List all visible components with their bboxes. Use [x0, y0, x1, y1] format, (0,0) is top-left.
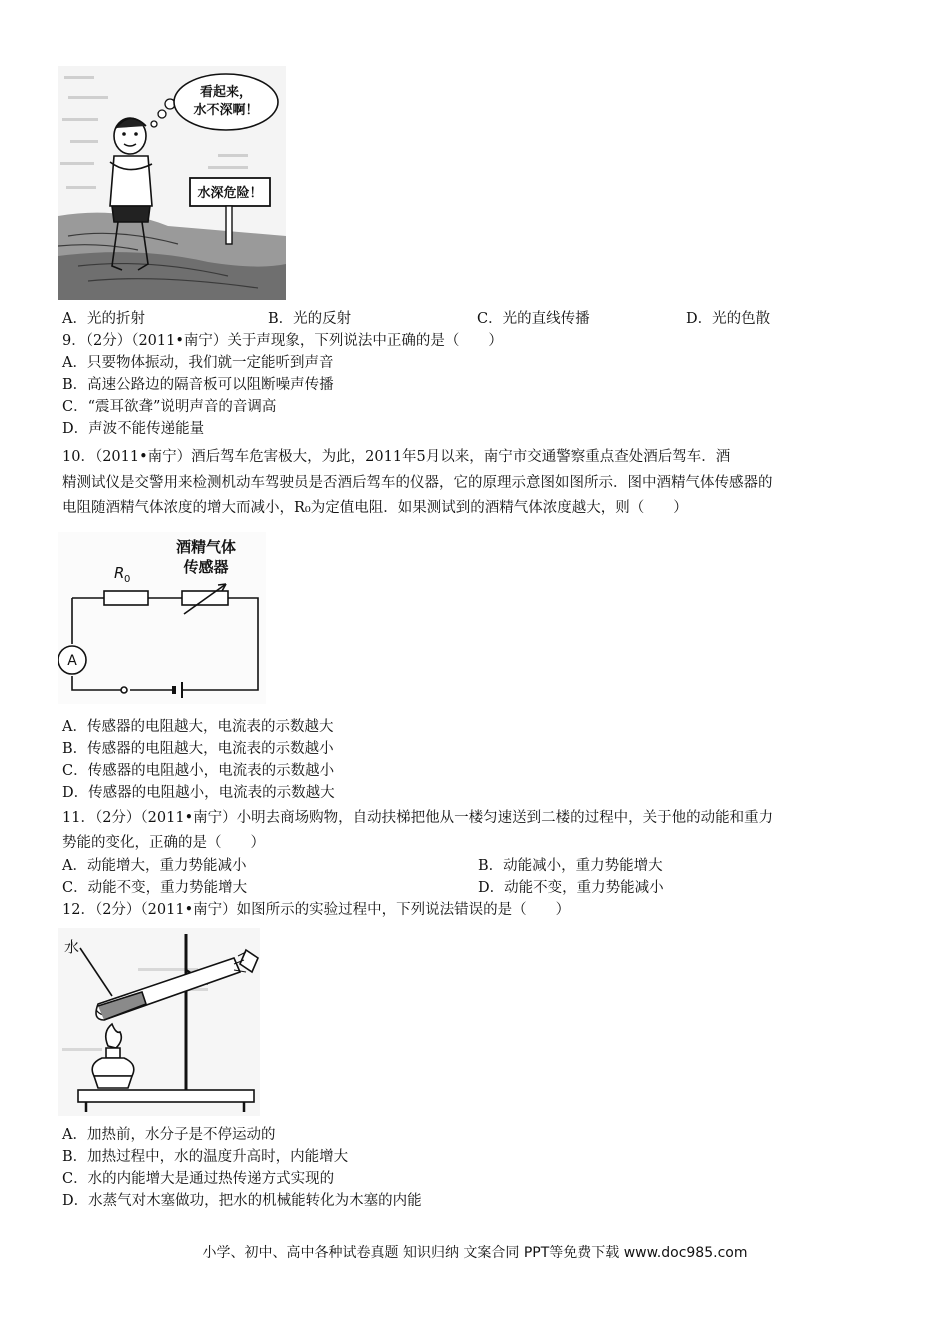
q9-option-b[interactable]: B．高速公路边的隔音板可以阻断噪声传播	[62, 377, 334, 393]
q10-option-a[interactable]: A．传感器的电阻越大，电流表的示数越大	[62, 719, 334, 735]
bather-figure	[58, 66, 286, 300]
q9-stem: 9．（2分）（2011•南宁）关于声现象，下列说法中正确的是（ ）	[62, 333, 503, 349]
q10-stem-line-1: 10．（2011•南宁）酒后驾车危害极大，为此，2011年5月以来，南宁市交通警察重点查处酒后驾车．酒	[62, 449, 731, 465]
q11-option-c[interactable]: C．动能不变，重力势能增大	[62, 880, 248, 896]
sensor-label-2: 传感器	[183, 558, 229, 576]
q12-option-a[interactable]: A．加热前，水分子是不停运动的	[62, 1127, 276, 1143]
q12-option-b[interactable]: B．加热过程中，水的温度升高时，内能增大	[62, 1149, 349, 1165]
q12-option-c[interactable]: C．水的内能增大是通过热传递方式实现的	[62, 1171, 335, 1187]
q11-option-a[interactable]: A．动能增大，重力势能减小	[62, 858, 247, 874]
footer-text: 小学、初中、高中各种试卷真题 知识归纳 文案合同 PPT等免费下载 www.doc985.com	[202, 1245, 748, 1261]
resistor-subscript: 0	[124, 574, 131, 585]
q8-option-c[interactable]: C．光的直线传播	[477, 311, 590, 327]
water-label: 水	[64, 938, 80, 956]
resistor-label: R	[114, 564, 125, 582]
q11-option-b[interactable]: B．动能减小，重力势能增大	[478, 858, 663, 874]
q9-option-d[interactable]: D．声波不能传递能量	[62, 421, 205, 437]
q8-option-a[interactable]: A．光的折射	[62, 311, 145, 327]
q10-stem-line-3: 电阻随酒精气体浓度的增大而减小，R₀为定值电阻．如果测试到的酒精气体浓度越大，则（ ）	[62, 500, 688, 516]
bubble-text-1: 看起来，	[199, 85, 253, 100]
q9-option-c[interactable]: C．“震耳欲聋”说明声音的音调高	[62, 399, 277, 415]
circuit-diagram	[58, 532, 266, 704]
test-tube-figure	[58, 928, 260, 1116]
sensor-label-1: 酒精气体	[175, 538, 237, 556]
q11-stem-line-2: 势能的变化，正确的是（ ）	[62, 835, 265, 851]
q10-option-c[interactable]: C．传感器的电阻越小，电流表的示数越小	[62, 763, 335, 779]
q11-option-d[interactable]: D．动能不变，重力势能减小	[478, 880, 664, 896]
q10-option-b[interactable]: B．传感器的电阻越大，电流表的示数越小	[62, 741, 334, 757]
q8-option-b[interactable]: B．光的反射	[268, 311, 352, 327]
q11-stem-line-1: 11．（2分）（2011•南宁）小明去商场购物，自动扶梯把他从一楼匀速送到二楼的过程中，关于他的动能和重力	[62, 810, 774, 826]
q10-stem-line-2: 精测试仪是交警用来检测机动车驾驶员是否酒后驾车的仪器，它的原理示意图如图所示．图中酒精气体传感器的	[62, 475, 773, 491]
ammeter-label: A	[67, 653, 77, 669]
q8-option-d[interactable]: D．光的色散	[686, 311, 771, 327]
q12-option-d[interactable]: D．水蒸气对木塞做功，把水的机械能转化为木塞的内能	[62, 1193, 422, 1209]
warning-sign-text: 水深危险！	[197, 186, 263, 201]
q12-stem: 12．（2分）（2011•南宁）如图所示的实验过程中，下列说法错误的是（ ）	[62, 902, 571, 918]
q9-option-a[interactable]: A．只要物体振动，我们就一定能听到声音	[62, 355, 334, 371]
bubble-text-2: 水不深啊！	[193, 103, 259, 118]
q10-option-d[interactable]: D．传感器的电阻越小，电流表的示数越大	[62, 785, 335, 801]
